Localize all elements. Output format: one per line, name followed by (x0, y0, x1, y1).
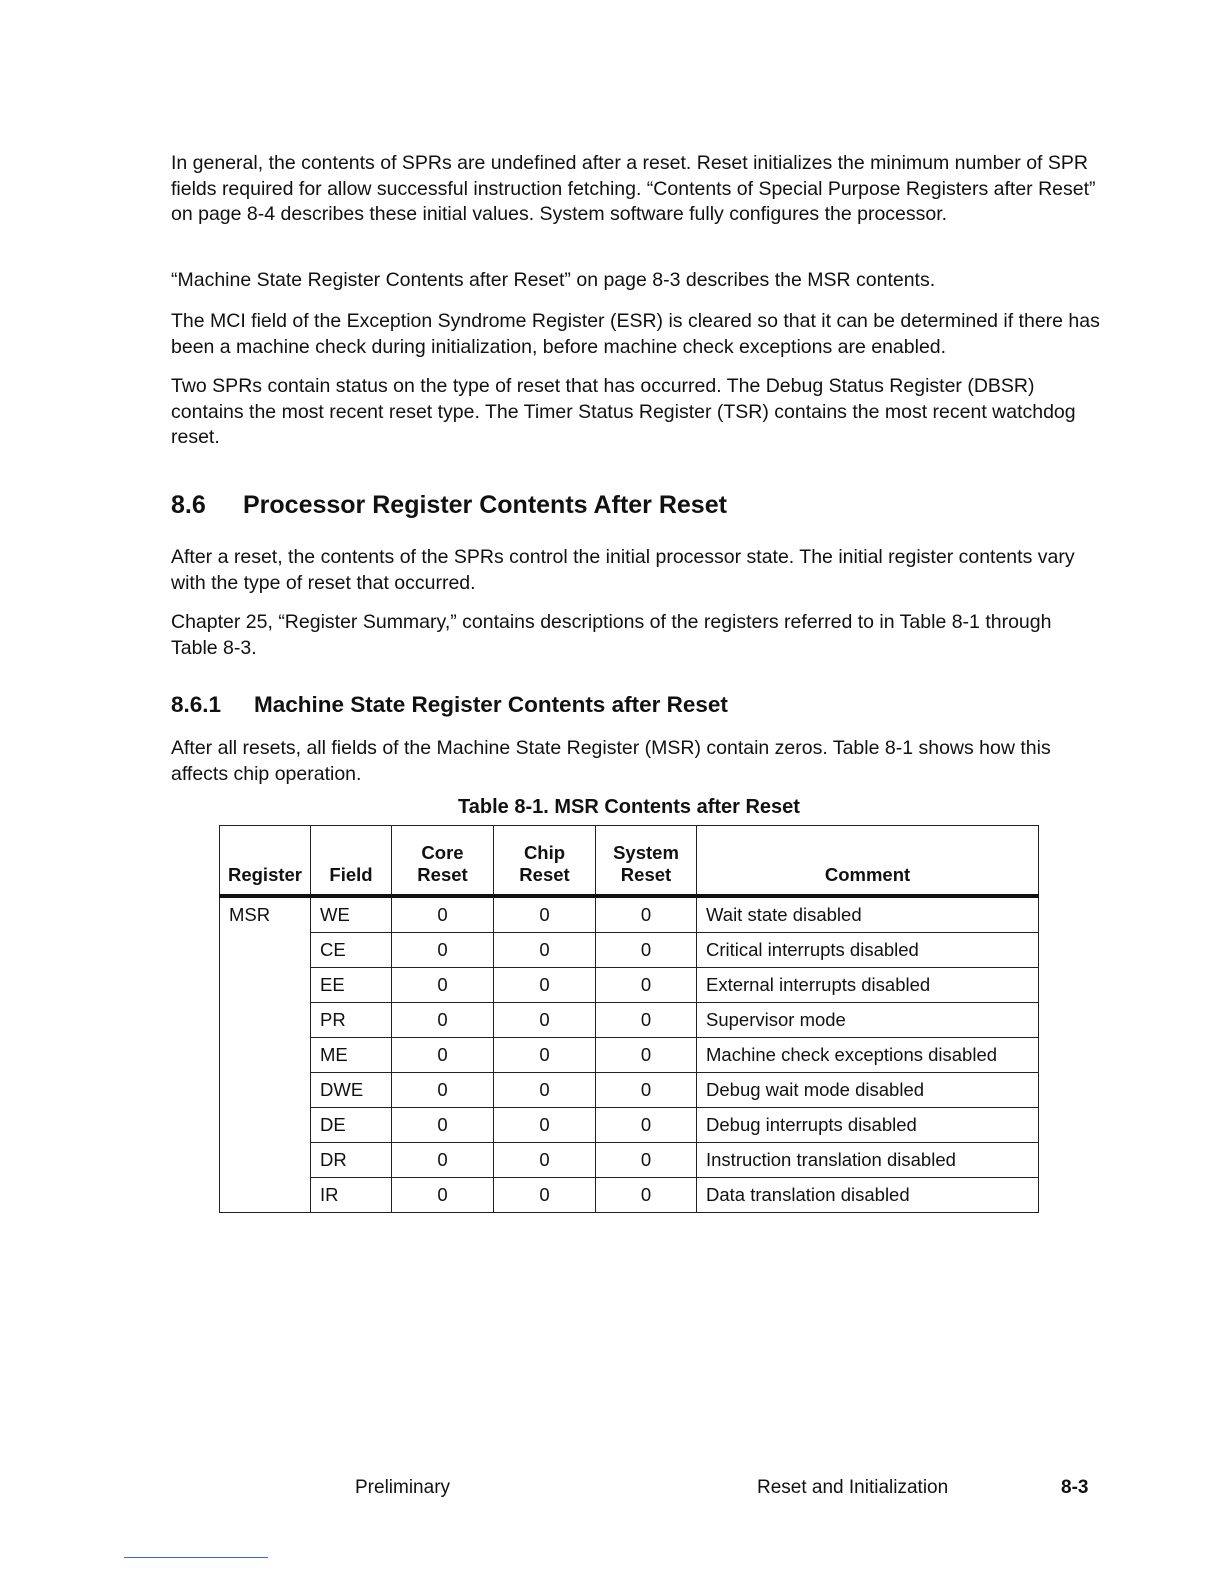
header-field: Field (311, 826, 392, 897)
table-caption: Table 8-1. MSR Contents after Reset (458, 796, 800, 818)
header-comment: Comment (697, 826, 1039, 897)
table-row (220, 1143, 1039, 1178)
header-core-reset: Core Reset (392, 826, 494, 897)
section-heading (171, 491, 727, 520)
cell-chip-reset: 0 (494, 1143, 596, 1178)
section-title: Processor Register Contents After Reset (243, 491, 727, 519)
cell-field: PR (311, 1003, 392, 1038)
paragraph-mci-field: The MCI field of the Exception Syndrome Register (ESR) is cleared so that it can be determined if there has been a machine check during initialization, before machine check exceptions are enabled. (171, 310, 1100, 358)
subsection-title: Machine State Register Contents after Reset (254, 692, 728, 717)
cell-core-reset: 0 (392, 933, 494, 968)
cell-comment: External interrupts disabled (697, 968, 1039, 1003)
footer-status: Preliminary (355, 1477, 451, 1498)
paragraph-after-reset: After a reset, the contents of the SPRs control the initial processor state. The initial register contents vary with the type of reset that occurred. (171, 546, 1075, 594)
cell-system-reset: 0 (596, 1073, 697, 1108)
table-row (220, 933, 1039, 968)
footer-rule (124, 1557, 268, 1558)
paragraph-msr-reference: “Machine State Register Contents after Reset” on page 8-3 describes the MSR contents. (171, 269, 936, 291)
msr-contents-table (219, 825, 1039, 1213)
cell-field: EE (311, 968, 392, 1003)
cell-system-reset: 0 (596, 896, 697, 933)
paragraph-spr-contents: In general, the contents of SPRs are undefined after a reset. Reset initializes the minimum number of SPR fields required for allow successful instruction fetching. “Contents of Special Purpose Registers after Reset” on page 8-4 describes these initial values. System software fully configures the processor. (171, 152, 1096, 225)
table-header-row (220, 826, 1039, 897)
table-row (220, 1073, 1039, 1108)
cell-core-reset: 0 (392, 1038, 494, 1073)
cell-chip-reset: 0 (494, 896, 596, 933)
table-row (220, 1178, 1039, 1213)
footer-chapter: Reset and Initialization (757, 1477, 949, 1498)
cell-field: ME (311, 1038, 392, 1073)
cell-comment: Critical interrupts disabled (697, 933, 1039, 968)
cell-comment: Wait state disabled (697, 896, 1039, 933)
paragraph-chapter-reference: Chapter 25, “Register Summary,” contains descriptions of the registers referred to in Table 8-1 through Table 8-3. (171, 611, 1052, 659)
section-number: 8.6 (171, 491, 206, 519)
table-row (220, 1038, 1039, 1073)
header-chip-reset: Chip Reset (494, 826, 596, 897)
subsection-heading (171, 692, 728, 718)
cell-comment: Debug interrupts disabled (697, 1108, 1039, 1143)
cell-field: IR (311, 1178, 392, 1213)
cell-core-reset: 0 (392, 1073, 494, 1108)
cell-field: CE (311, 933, 392, 968)
cell-chip-reset: 0 (494, 968, 596, 1003)
cell-core-reset: 0 (392, 968, 494, 1003)
cell-core-reset: 0 (392, 1003, 494, 1038)
cell-core-reset: 0 (392, 896, 494, 933)
cell-comment: Instruction translation disabled (697, 1143, 1039, 1178)
cell-system-reset: 0 (596, 968, 697, 1003)
cell-register: MSR (220, 896, 311, 1213)
cell-core-reset: 0 (392, 1108, 494, 1143)
table-row (220, 1003, 1039, 1038)
cell-system-reset: 0 (596, 1108, 697, 1143)
cell-system-reset: 0 (596, 1178, 697, 1213)
cell-field: WE (311, 896, 392, 933)
cell-chip-reset: 0 (494, 1003, 596, 1038)
cell-chip-reset: 0 (494, 1108, 596, 1143)
paragraph-reset-status: Two SPRs contain status on the type of reset that has occurred. The Debug Status Register (DBSR) contains the most recent reset type. The Timer Status Register (TSR) contains the most recent watchdog reset. (171, 375, 1076, 448)
cell-chip-reset: 0 (494, 1178, 596, 1213)
table-body (220, 896, 1039, 1213)
cell-system-reset: 0 (596, 1143, 697, 1178)
cell-comment: Machine check exceptions disabled (697, 1038, 1039, 1073)
table-row (220, 896, 1039, 933)
header-register: Register (220, 826, 311, 897)
cell-comment: Supervisor mode (697, 1003, 1039, 1038)
cell-core-reset: 0 (392, 1143, 494, 1178)
subsection-number: 8.6.1 (171, 692, 222, 717)
cell-core-reset: 0 (392, 1178, 494, 1213)
cell-field: DE (311, 1108, 392, 1143)
cell-system-reset: 0 (596, 933, 697, 968)
footer-page-number: 8-3 (1061, 1477, 1089, 1498)
cell-chip-reset: 0 (494, 1038, 596, 1073)
table-row (220, 968, 1039, 1003)
paragraph-msr-zeros: After all resets, all fields of the Machine State Register (MSR) contain zeros. Table 8-1 shows how this affects chip operation. (171, 737, 1051, 785)
cell-chip-reset: 0 (494, 933, 596, 968)
cell-system-reset: 0 (596, 1038, 697, 1073)
cell-field: DR (311, 1143, 392, 1178)
cell-chip-reset: 0 (494, 1073, 596, 1108)
cell-comment: Data translation disabled (697, 1178, 1039, 1213)
cell-system-reset: 0 (596, 1003, 697, 1038)
cell-field: DWE (311, 1073, 392, 1108)
header-system-reset: System Reset (596, 826, 697, 897)
cell-comment: Debug wait mode disabled (697, 1073, 1039, 1108)
table-row (220, 1108, 1039, 1143)
